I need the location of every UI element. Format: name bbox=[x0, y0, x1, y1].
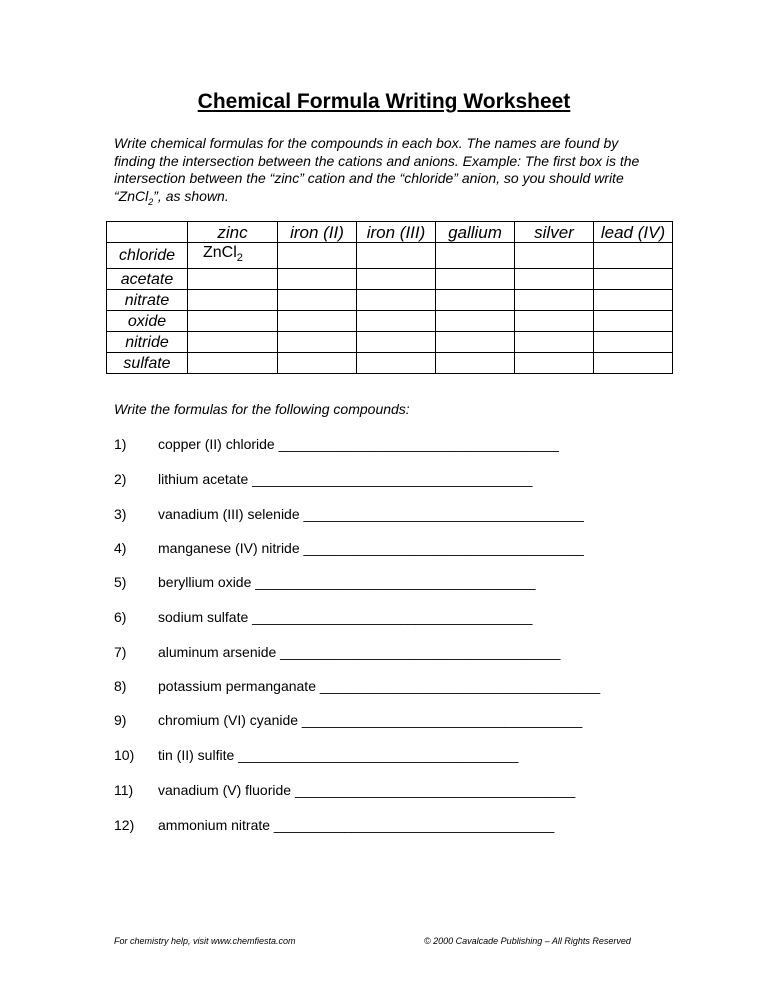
cation-header: lead (IV) bbox=[594, 222, 673, 243]
answer-cell[interactable] bbox=[594, 243, 673, 269]
question-number: 8) bbox=[114, 678, 127, 694]
question-text: potassium permanganate ____________________________________ bbox=[158, 678, 601, 694]
answer-cell[interactable] bbox=[594, 269, 673, 290]
question-item bbox=[114, 436, 559, 452]
table-row bbox=[107, 353, 673, 374]
question-item bbox=[114, 782, 575, 798]
question-number: 3) bbox=[114, 506, 127, 522]
question-item bbox=[114, 574, 536, 590]
answer-cell[interactable] bbox=[278, 243, 357, 269]
example-formula: ZnCl bbox=[203, 244, 237, 261]
question-text: tin (II) sulfite ____________________________________ bbox=[158, 747, 519, 763]
cation-header: gallium bbox=[436, 222, 515, 243]
instructions-text: Write chemical formulas for the compounds in each box. The names are found by finding the intersection between the cations and anions. Example: The first box is the intersection between the “zinc” cation and the “chloride” anion, so you should write “ZnCl bbox=[114, 135, 640, 204]
question-text: sodium sulfate ____________________________________ bbox=[158, 609, 533, 625]
page-title: Chemical Formula Writing Worksheet bbox=[197, 90, 571, 113]
question-text: aluminum arsenide ____________________________________ bbox=[158, 644, 561, 660]
answer-cell[interactable] bbox=[278, 332, 357, 353]
answer-cell[interactable] bbox=[515, 269, 594, 290]
question-text: vanadium (V) fluoride ____________________________________ bbox=[158, 782, 576, 798]
answer-cell[interactable] bbox=[357, 269, 436, 290]
question-item bbox=[114, 644, 560, 660]
answer-cell[interactable] bbox=[594, 332, 673, 353]
answer-cell[interactable] bbox=[357, 353, 436, 374]
answer-cell[interactable] bbox=[515, 290, 594, 311]
answer-cell[interactable] bbox=[188, 290, 278, 311]
example-subscript: 2 bbox=[236, 252, 243, 265]
question-item bbox=[114, 471, 532, 487]
question-number: 2) bbox=[114, 471, 127, 487]
corner-cell bbox=[107, 222, 188, 243]
answer-cell[interactable] bbox=[278, 269, 357, 290]
footer-copyright: © 2000 Cavalcade Publishing – All Rights Reserved bbox=[424, 936, 631, 946]
question-number: 11) bbox=[114, 782, 134, 798]
answer-cell[interactable] bbox=[594, 290, 673, 311]
footer-help-text: For chemistry help, visit www.chemfiesta.com bbox=[114, 936, 296, 946]
anion-label: oxide bbox=[107, 311, 188, 332]
anion-label: nitride bbox=[107, 332, 188, 353]
answer-cell[interactable] bbox=[188, 353, 278, 374]
question-text: lithium acetate ____________________________________ bbox=[158, 471, 533, 487]
question-item bbox=[114, 712, 582, 728]
table-row bbox=[107, 243, 673, 269]
questions-heading: Write the formulas for the following compounds: bbox=[114, 401, 410, 417]
table-row bbox=[107, 290, 673, 311]
table-header-row bbox=[107, 222, 673, 243]
question-number: 5) bbox=[114, 574, 127, 590]
question-number: 1) bbox=[114, 436, 127, 452]
answer-cell[interactable] bbox=[188, 332, 278, 353]
answer-cell[interactable] bbox=[436, 290, 515, 311]
question-item bbox=[114, 609, 532, 625]
answer-cell[interactable] bbox=[188, 311, 278, 332]
cation-header: iron (III) bbox=[357, 222, 436, 243]
answer-cell[interactable] bbox=[436, 311, 515, 332]
cation-header: silver bbox=[515, 222, 594, 243]
answer-cell[interactable] bbox=[515, 243, 594, 269]
example-cell bbox=[188, 243, 278, 269]
anion-label: sulfate bbox=[107, 353, 188, 374]
question-text: chromium (VI) cyanide ____________________________________ bbox=[158, 712, 583, 728]
question-text: manganese (IV) nitride ____________________________________ bbox=[158, 540, 584, 556]
question-number: 9) bbox=[114, 712, 127, 728]
question-item bbox=[114, 747, 518, 763]
answer-cell[interactable] bbox=[188, 269, 278, 290]
answer-cell[interactable] bbox=[357, 311, 436, 332]
answer-cell[interactable] bbox=[515, 353, 594, 374]
instructions bbox=[114, 135, 654, 211]
answer-cell[interactable] bbox=[357, 243, 436, 269]
question-number: 7) bbox=[114, 644, 127, 660]
answer-cell[interactable] bbox=[357, 290, 436, 311]
anion-label: acetate bbox=[107, 269, 188, 290]
answer-cell[interactable] bbox=[436, 332, 515, 353]
answer-cell[interactable] bbox=[515, 311, 594, 332]
cation-header: iron (II) bbox=[278, 222, 357, 243]
question-text: ammonium nitrate ____________________________________ bbox=[158, 817, 555, 833]
question-text: copper (II) chloride ____________________________________ bbox=[158, 436, 559, 452]
anion-label: nitrate bbox=[107, 290, 188, 311]
answer-cell[interactable] bbox=[594, 353, 673, 374]
question-item bbox=[114, 817, 554, 833]
question-item bbox=[114, 506, 584, 522]
table-row bbox=[107, 311, 673, 332]
table-row bbox=[107, 269, 673, 290]
answer-cell[interactable] bbox=[436, 243, 515, 269]
question-item bbox=[114, 678, 600, 694]
answer-cell[interactable] bbox=[436, 269, 515, 290]
question-number: 4) bbox=[114, 540, 127, 556]
question-text: beryllium oxide ____________________________________ bbox=[158, 574, 536, 590]
instructions-subscript: 2 bbox=[148, 196, 154, 207]
cation-header: zinc bbox=[188, 222, 278, 243]
anion-label: chloride bbox=[107, 243, 188, 269]
question-number: 6) bbox=[114, 609, 127, 625]
answer-cell[interactable] bbox=[515, 332, 594, 353]
cation-anion-table bbox=[106, 221, 673, 374]
instructions-text-end: ”, as shown. bbox=[153, 187, 229, 204]
answer-cell[interactable] bbox=[436, 353, 515, 374]
question-number: 10) bbox=[114, 747, 135, 763]
question-item bbox=[114, 540, 584, 556]
question-number: 12) bbox=[114, 817, 135, 833]
answer-cell[interactable] bbox=[594, 311, 673, 332]
answer-cell[interactable] bbox=[278, 290, 357, 311]
answer-cell[interactable] bbox=[278, 311, 357, 332]
question-text: vanadium (III) selenide ____________________________________ bbox=[158, 506, 584, 522]
answer-cell[interactable] bbox=[357, 332, 436, 353]
table-row bbox=[107, 332, 673, 353]
answer-cell[interactable] bbox=[278, 353, 357, 374]
